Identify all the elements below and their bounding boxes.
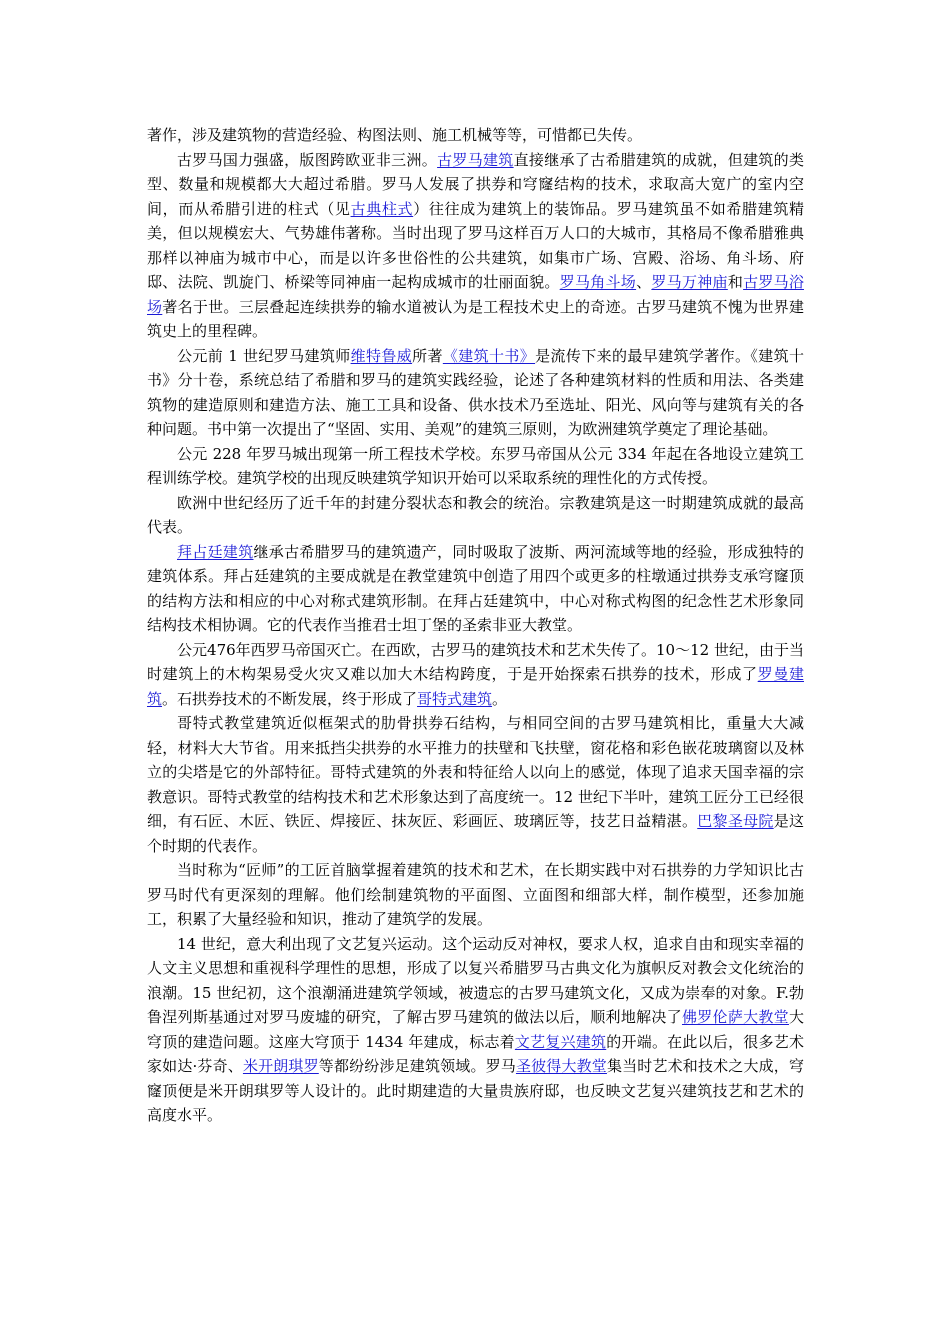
body-paragraph bbox=[147, 123, 804, 148]
text-run: 公元前 1 世纪罗马建筑师 bbox=[177, 346, 351, 365]
body-paragraph bbox=[147, 638, 804, 712]
text-run: 14 世纪，意大利出现了文艺复兴运动。这个运动反对神权，要求人权，追求自由和现实幸福的人文主义思想和重视科学理性的思想，形成了以复兴希腊罗马古典文化为旗帜反对教会文化统治的浪潮。15 世纪初，这个浪潮涌进建筑学领域，被遗忘的古罗马建筑文化，又成为崇奉的对象。F.勃鲁涅列斯基通过对罗马废墟的研究，了解古罗马建筑的做法以后，顺利地解决了 bbox=[147, 934, 804, 1026]
text-run: 。 bbox=[492, 689, 508, 708]
text-run: 是流传下来的最早建筑学著作。《建筑十书》分十卷，系统总结了希腊和罗马的建筑实践经验，论述了各种建筑材料的性质和用法、各类建筑物的建造原则和建造方法、施工工具和设备、供水技术乃至选址、阳光、风向等与建筑有关的各种问题。书中第一次提出了“坚固、实用、美观”的建筑三原则，为欧洲建筑学奠定了理论基础。 bbox=[147, 346, 804, 438]
hyperlink[interactable]: 拜占廷建筑 bbox=[177, 542, 254, 561]
hyperlink[interactable]: 米开朗琪罗 bbox=[242, 1057, 319, 1075]
hyperlink[interactable]: 古罗马浴场 bbox=[147, 273, 804, 316]
hyperlink[interactable]: 罗马角斗场 bbox=[559, 273, 637, 291]
text-run: 大穹顶的建造问题。这座大穹顶于 1434 年建成，标志着 bbox=[147, 1008, 804, 1051]
text-run: 公元476年西罗马帝国灭亡。在西欧，古罗马的建筑技术和艺术失传了。10～12 世纪，由于当时建筑上的木构架易受火灾又难以加大木结构跨度，于是开始探索石拱券的技术，形成了 bbox=[147, 640, 804, 683]
body-paragraph bbox=[147, 711, 804, 858]
text-run: 著名于世。三层叠起连续拱券的输水道被认为是工程技术史上的奇迹。古罗马建筑不愧为世界建筑史上的里程碑。 bbox=[147, 297, 804, 340]
hyperlink[interactable]: 巴黎圣母院 bbox=[697, 812, 774, 830]
hyperlink[interactable]: 文艺复兴建筑 bbox=[514, 1032, 607, 1051]
body-paragraph bbox=[147, 932, 804, 1128]
hyperlink[interactable]: 圣彼得大教堂 bbox=[515, 1057, 607, 1075]
text-run: 公元 228 年罗马城出现第一所工程技术学校。东罗马帝国从公元 334 年起在各地设立建筑工程训练学校。建筑学校的出现反映建筑学知识开始可以采取系统的理性化的方式传授。 bbox=[147, 444, 804, 487]
document-page bbox=[147, 123, 804, 1128]
text-run: 。石拱券技术的不断发展，终于形成了 bbox=[162, 689, 418, 708]
text-run: 所著 bbox=[412, 346, 443, 365]
text-run: 等都纷纷涉足建筑领域。罗马 bbox=[318, 1057, 516, 1075]
text-run: 、 bbox=[636, 273, 652, 291]
text-run: 和 bbox=[727, 273, 744, 291]
hyperlink[interactable]: 维特鲁威 bbox=[350, 346, 413, 365]
hyperlink[interactable]: 古罗马建筑 bbox=[437, 150, 514, 169]
text-run: 继承古希腊罗马的建筑遗产，同时吸取了波斯、两河流域等地的经验，形成独特的建筑体系。拜占廷建筑的主要成就是在教堂建筑中创造了用四个或更多的柱墩通过拱券支承穹窿顶的结构方法和相应的中心对称式建筑形制。在拜占廷建筑中，中心对称式构图的纪念性艺术形象同结构技术相协调。它的代表作当推君士坦丁堡的圣索非亚大教堂。 bbox=[147, 542, 804, 634]
hyperlink[interactable]: 《建筑十书》 bbox=[442, 346, 536, 365]
text-run: 当时称为“匠师”的工匠首脑掌握着建筑的技术和艺术，在长期实践中对石拱券的力学知识比古罗马时代有更深刻的理解。他们绘制建筑物的平面图、立面图和细部大样，制作模型，还参加施工，积累了大量经验和知识，推动了建筑学的发展。 bbox=[147, 861, 804, 928]
text-run: 古罗马国力强盛，版图跨欧亚非三洲。 bbox=[177, 150, 438, 169]
body-paragraph bbox=[147, 491, 804, 540]
hyperlink[interactable]: 佛罗伦萨大教堂 bbox=[681, 1008, 789, 1026]
text-run: 是这个时期的代表作。 bbox=[147, 812, 804, 855]
text-run: 集当时艺术和技术之大成，穹窿顶便是米开朗琪罗等人设计的。此时期建造的大量贵族府邸，也反映文艺复兴建筑技艺和艺术的高度水平。 bbox=[147, 1057, 804, 1124]
text-run: 直接继承了古希腊建筑的成就，但建筑的类型、数量和规模都大大超过希腊。罗马人发展了拱券和穹窿结构的技术，求取高大宽广的室内空间，而从希腊引进的柱式（见 bbox=[147, 150, 804, 218]
body-paragraph bbox=[147, 540, 804, 638]
text-run: 的开端。在此以后，很多艺术家如达·芬奇、 bbox=[147, 1032, 804, 1075]
hyperlink[interactable]: 古典柱式 bbox=[350, 199, 414, 218]
text-run: 欧洲中世纪经历了近千年的封建分裂状态和教会的统治。宗教建筑是这一时期建筑成就的最高代表。 bbox=[147, 493, 804, 536]
body-paragraph bbox=[147, 858, 804, 932]
hyperlink[interactable]: 哥特式建筑 bbox=[417, 689, 493, 708]
body-paragraph bbox=[147, 442, 804, 491]
text-run: 著作，涉及建筑物的营造经验、构图法则、施工机械等等，可惜都已失传。 bbox=[147, 126, 643, 144]
body-paragraph bbox=[147, 344, 804, 442]
hyperlink[interactable]: 罗马万神庙 bbox=[651, 273, 728, 291]
text-run: 哥特式教堂建筑近似框架式的肋骨拱券石结构，与相同空间的古罗马建筑相比，重量大大减轻，材料大大节省。用来抵挡尖拱券的水平推力的扶壁和飞扶壁，窗花格和彩色嵌花玻璃窗以及林立的尖塔是它的外部特征。哥特式建筑的外表和特征给人以向上的感觉，体现了追求天国幸福的宗教意识。哥特式教堂的结构技术和艺术形象达到了高度统一。12 世纪下半叶，建筑工匠分工已经很细，有石匠、木匠、铁匠、焊接匠、抹灰匠、彩画匠、玻璃匠等，技艺日益精湛。 bbox=[147, 714, 804, 830]
body-paragraph bbox=[147, 148, 804, 344]
text-run: ）往往成为建筑上的装饰品。罗马建筑虽不如希腊建筑精美，但以规模宏大、气势雄伟著称。当时出现了罗马这样百万人口的大城市，其格局不像希腊雅典那样以神庙为城市中心，而是以许多世俗性的公共建筑，如集市广场、宫殿、浴场、角斗场、府邸、法院、凯旋门、桥梁等同神庙一起构成城市的壮丽面貌。 bbox=[147, 199, 804, 291]
hyperlink[interactable]: 罗曼建筑 bbox=[147, 665, 804, 708]
